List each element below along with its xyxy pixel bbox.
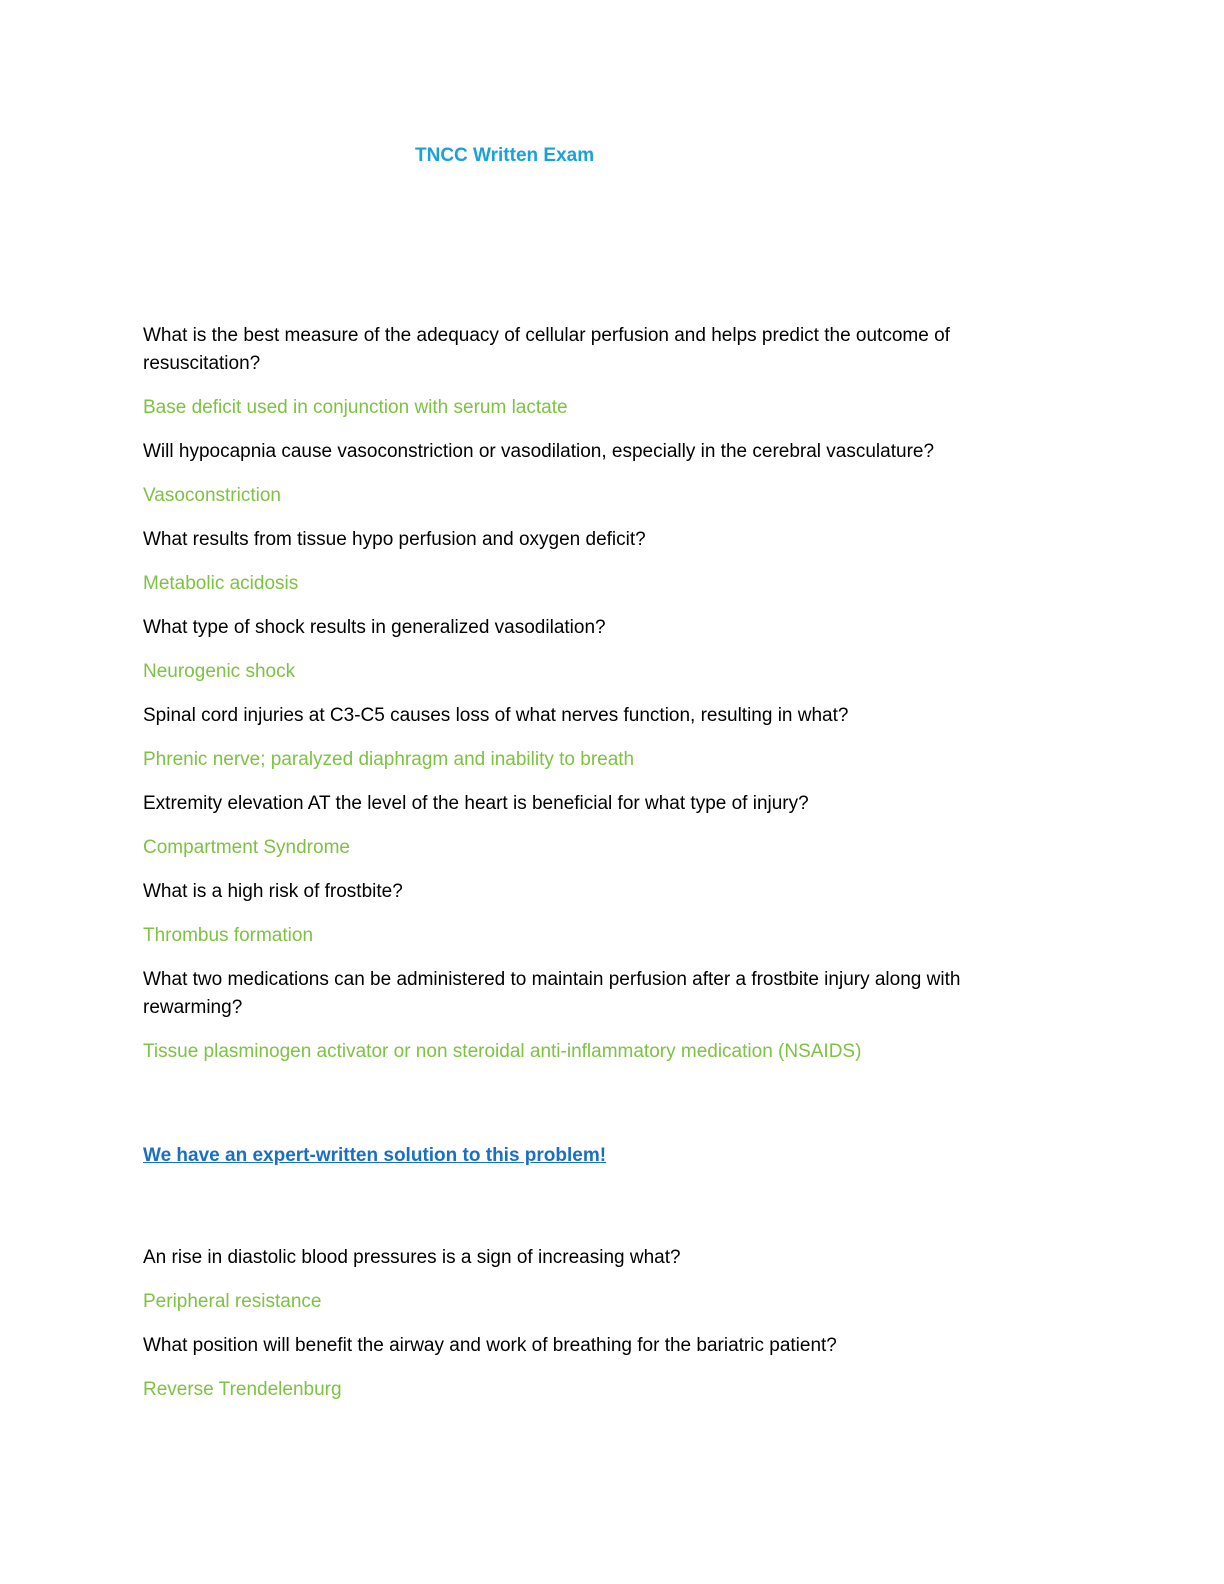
- answer-text: Reverse Trendelenburg: [143, 1379, 342, 1400]
- document-title: TNCC Written Exam: [415, 145, 595, 166]
- question-text: Extremity elevation AT the level of the heart is beneficial for what type of injury?: [143, 793, 809, 814]
- question-text: What position will benefit the airway and work of breathing for the bariatric patient?: [143, 1335, 837, 1356]
- answer-text: Neurogenic shock: [143, 661, 296, 682]
- answer-text: Vasoconstriction: [143, 485, 281, 506]
- answer-text: Metabolic acidosis: [143, 573, 299, 594]
- document-content: [143, 322, 1043, 1420]
- qa-item: [143, 790, 1043, 862]
- question-text: What type of shock results in generalized vasodilation?: [143, 617, 606, 638]
- answer-text: Compartment Syndrome: [143, 837, 350, 858]
- answer-text: Phrenic nerve; paralyzed diaphragm and inability to breath: [143, 749, 635, 770]
- qa-item: [143, 438, 1043, 510]
- qa-item: [143, 1244, 1043, 1316]
- question-text: Spinal cord injuries at C3-C5 causes loss of what nerves function, resulting in what?: [143, 705, 849, 726]
- expert-solution-link[interactable]: We have an expert-written solution to this problem!: [143, 1145, 607, 1166]
- question-text: Will hypocapnia cause vasoconstriction or vasodilation, especially in the cerebral vasculature?: [143, 441, 935, 462]
- question-text: An rise in diastolic blood pressures is a sign of increasing what?: [143, 1247, 681, 1268]
- qa-item: [143, 614, 1043, 686]
- question-text: What results from tissue hypo perfusion and oxygen deficit?: [143, 529, 646, 550]
- question-text: What is the best measure of the adequacy of cellular perfusion and helps predict the outcome of resuscitation?: [143, 325, 950, 374]
- qa-item: [143, 526, 1043, 598]
- answer-text: Thrombus formation: [143, 925, 314, 946]
- qa-item: [143, 966, 1043, 1066]
- qa-item: [143, 878, 1043, 950]
- question-text: What is a high risk of frostbite?: [143, 881, 403, 902]
- answer-text: Tissue plasminogen activator or non steroidal anti-inflammatory medication (NSAIDS): [143, 1041, 862, 1062]
- qa-item: [143, 1332, 1043, 1404]
- qa-item: [143, 322, 1043, 422]
- answer-text: Peripheral resistance: [143, 1291, 322, 1312]
- answer-text: Base deficit used in conjunction with serum lactate: [143, 397, 568, 418]
- qa-list-continued: [143, 1244, 1043, 1404]
- qa-item: [143, 702, 1043, 774]
- qa-list: [143, 322, 1043, 1066]
- question-text: What two medications can be administered to maintain perfusion after a frostbite injury along with rewarming?: [143, 969, 961, 1018]
